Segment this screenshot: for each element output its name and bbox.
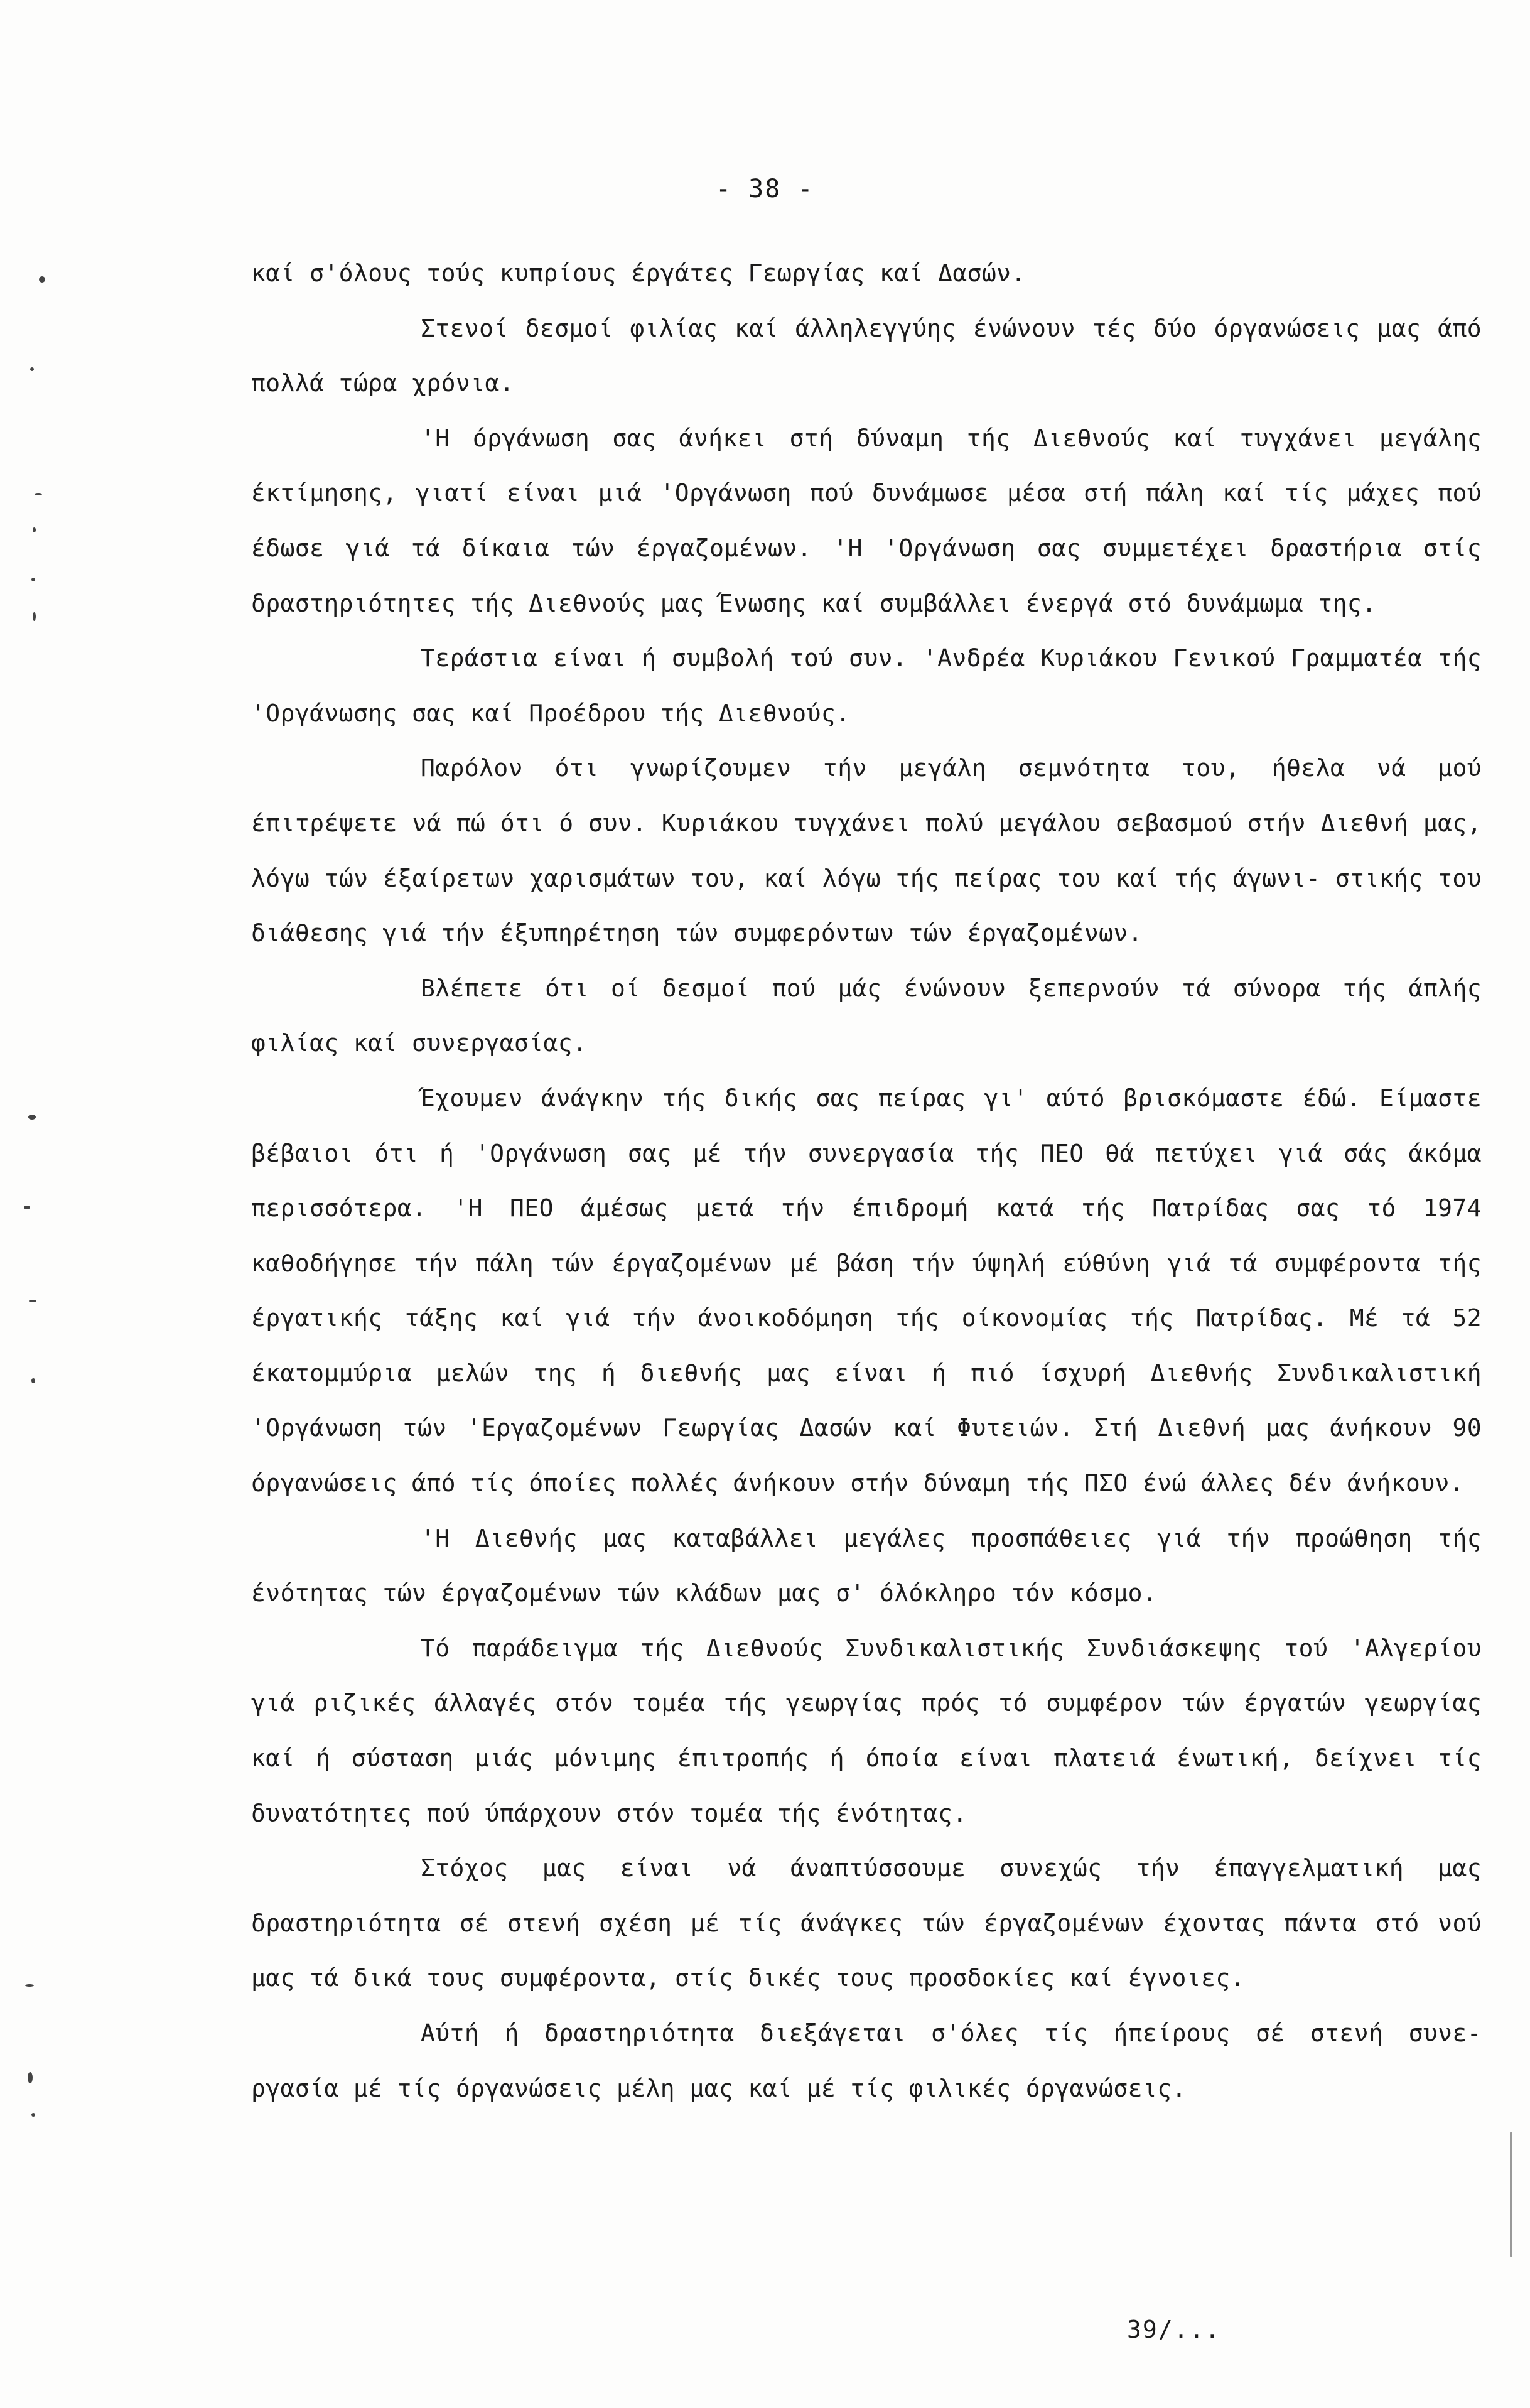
paragraph-3: 'Η όργάνωση σας άνήκει στή δύναμη τής Διεθνούς καί τυγχάνει μεγάλης έκτίμησης, γιατί είναι μιά 'Οργάνωση πού δυνάμωσε μέσα στή πάλη καί τίς μάχες πού έδωσε γιά τά δίκαια τών έργαζομένων. 'Η 'Οργάνωση σας συμμετέχει δραστήρια στίς δραστηριότητες τής Διεθνούς μας Ένωσης καί συμβάλλει ένεργά στό δυνάμωμα της. (251, 424, 1482, 617)
paragraph-1: καί σ'όλους τούς κυπρίους έργάτες Γεωργίας καί Δασών. (251, 259, 1026, 287)
scan-speck (28, 1115, 36, 1120)
scan-speck (25, 1984, 34, 1987)
paragraph-7: Έχουμεν άνάγκην τής δικής σας πείρας γι' αύτό βρισκόμαστε έδώ. Είμαστε βέβαιοι ότι ή 'Οργάνωση σας μέ τήν συνεργασία τής ΠΕΟ θά πετύχει γιά σάς άκόμα περισσότερα. 'Η ΠΕΟ άμέσως μετά τήν έπιδρομή κατά τής Πατρίδας σας τό 1974 καθοδήγησε τήν πάλη τών έργαζομένων μέ βάση τήν ύψηλή εύθύνη γιά τά συμφέροντα τής έργατικής τάξης καί γιά τήν άνοικοδόμηση τής οίκονομίας τής Πατρίδας. Μέ τά 52 έκατομμύρια μελών της ή διεθνής μας είναι ή πιό ίσχυρή Διεθνής Συνδικαλιστική 'Οργάνωση τών 'Εργαζομένων Γεωργίας Δασών καί Φυτειών. Στή Διεθνή μας άνήκουν 90 όργανώσεις άπό τίς όποίες πολλές άνήκουν στήν δύναμη τής ΠΣΟ ένώ άλλες δέν άνήκουν. (251, 1084, 1482, 1498)
scan-speck (35, 493, 42, 495)
scan-speck (30, 367, 34, 371)
scan-speck (1510, 2132, 1512, 2257)
scan-speck (29, 1300, 36, 1302)
paragraph-9: Τό παράδειγμα τής Διεθνούς Συνδικαλιστικής Συνδιάσκεψης τού 'Αλγερίου γιά ριζικές άλλαγές στόν τομέα τής γεωργίας πρός τό συμφέρον τών έργατών γεωργίας καί ή σύσταση μιάς μόνιμης έπιτροπής ή όποία είναι πλατειά ένωτική, δείχνει τίς δυνατότητες πού ύπάρχουν στόν τομέα τής ένότητας. (251, 1634, 1482, 1827)
body-text (251, 246, 1482, 2116)
paragraph-11: Αύτή ή δραστηριότητα διεξάγεται σ'όλες τίς ήπείρους σέ στενή συνε- ργασία μέ τίς όργανώσεις μέλη μας καί μέ τίς φιλικές όργανώσεις. (251, 2019, 1482, 2102)
paragraph-6: Βλέπετε ότι οί δεσμοί πού μάς ένώνουν ξεπερνούν τά σύνορα τής άπλής φιλίας καί συνεργασίας. (251, 974, 1482, 1057)
scan-speck (24, 1206, 30, 1209)
scan-speck (33, 527, 36, 532)
scan-speck (31, 1378, 35, 1383)
paragraph-5: Παρόλον ότι γνωρίζουμεν τήν μεγάλη σεμνότητα του, ήθελα νά μού έπιτρέψετε νά πώ ότι ό συν. Κυριάκου τυγχάνει πολύ μεγάλου σεβασμού στήν Διεθνή μας, λόγω τών έξαίρετων χαρισμάτων του, καί λόγω τής πείρας του καί τής άγωνι- στικής του διάθεσης γιά τήν έξυπηρέτηση τών συμφερόντων τών έργαζομένων. (251, 754, 1482, 948)
scan-speck (33, 612, 36, 621)
paragraph-10: Στόχος μας είναι νά άναπτύσσουμε συνεχώς τήν έπαγγελματική μας δραστηριότητα σέ στενή σχέση μέ τίς άνάγκες τών έργαζομένων έχοντας πάντα στό νού μας τά δικά τους συμφέροντα, στίς δικές τους προσδοκίες καί έγνοιες. (251, 1854, 1482, 1992)
scan-speck (31, 578, 35, 581)
paragraph-8: 'Η Διεθνής μας καταβάλλει μεγάλες προσπάθειες γιά τήν προώθηση τής ένότητας τών έργαζομένων τών κλάδων μας σ' όλόκληρο τόν κόσμο. (251, 1524, 1482, 1607)
page-number: - 38 - (716, 175, 814, 203)
continuation-marker: 39/... (1127, 2316, 1221, 2343)
paragraph-2: Στενοί δεσμοί φιλίας καί άλληλεγγύης ένώνουν τές δύο όργανώσεις μας άπό πολλά τώρα χρόνια. (251, 314, 1482, 397)
paragraph-4: Τεράστια είναι ή συμβολή τού συν. 'Ανδρέα Κυριάκου Γενικού Γραμματέα τής 'Οργάνωσης σας καί Προέδρου τής Διεθνούς. (251, 644, 1482, 727)
scan-speck (28, 2072, 33, 2083)
scan-speck (31, 2113, 35, 2117)
scan-speck (39, 276, 45, 283)
